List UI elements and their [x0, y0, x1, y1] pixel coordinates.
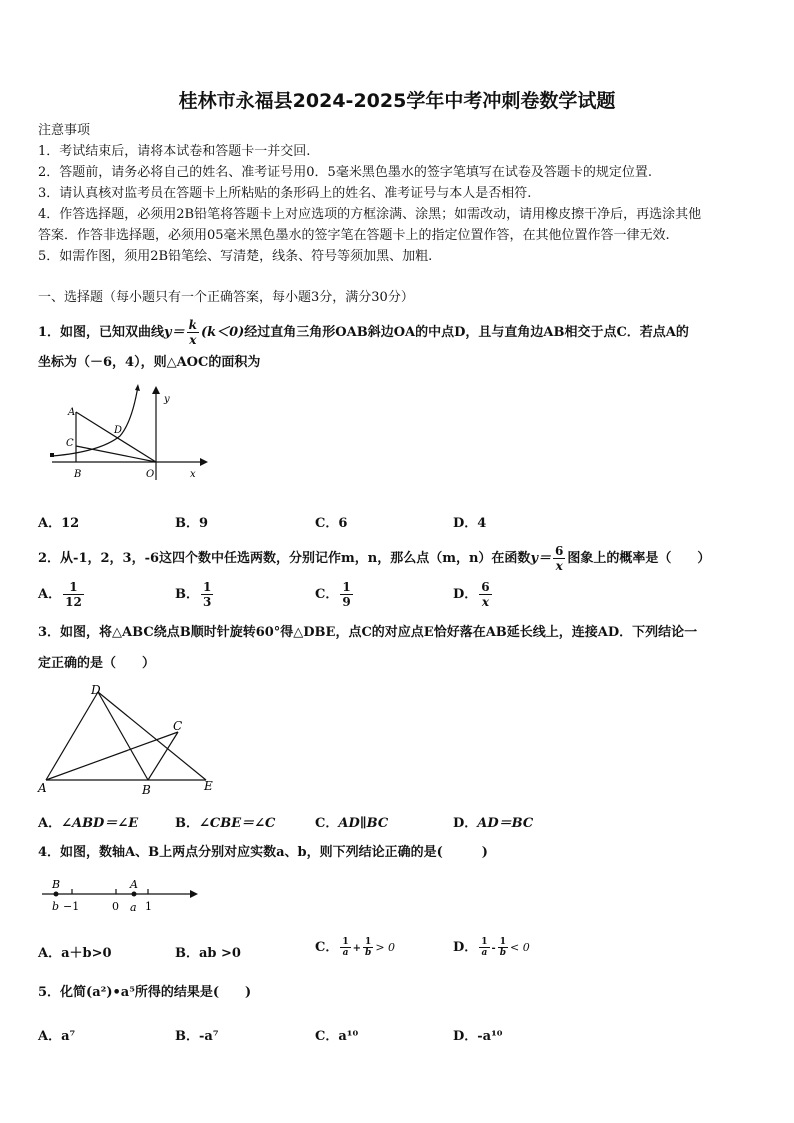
notice-item: 2．答题前，请务必将自己的姓名、准考证号用0．5毫米黑色墨水的签字笔填写在试卷及答题卡的规定位置. [38, 165, 652, 180]
q1-fraction [187, 318, 199, 347]
q2-option-c[interactable] [315, 580, 355, 609]
option-value: AD∥BC [338, 816, 389, 831]
option-label: A． [38, 587, 62, 602]
q4-number-line [36, 876, 206, 918]
question-3-text: 3．如图，将△ABC绕点B顺时针旋转60°得△DBE，点C的对应点E恰好落在AB延长线上，连接AD．下列结论一 [38, 625, 698, 640]
frac-num: 1 [342, 937, 349, 947]
option-label: C． [315, 940, 339, 955]
q1-option-a[interactable] [38, 512, 79, 531]
notice-item: 4．作答选择题，必须用2B铅笔将答题卡上对应选项的方框涂满、涂黑；如需改动，请用橡皮擦干净后，再选涂其他 [38, 207, 702, 222]
q1-option-d[interactable] [453, 512, 486, 531]
question-1-text [38, 318, 689, 347]
notice-item: 3．请认真核对监考员在答题卡上所粘贴的条形码上的姓名、准考证号与本人是否相符. [38, 186, 532, 201]
option-label: D． [453, 516, 478, 531]
q1-frac-den: x [189, 333, 197, 347]
option-label: A． [38, 1029, 62, 1044]
fig3-label-C: C [173, 719, 183, 733]
fig4-label-A: A [130, 878, 138, 891]
option-value: ∠CBE＝∠C [199, 816, 276, 831]
option-tail: > 0 [375, 941, 396, 954]
option-label: B． [175, 1029, 199, 1044]
fig1-label-C: C [66, 438, 74, 449]
q3-option-c[interactable] [315, 812, 388, 831]
frac-den: 3 [203, 595, 212, 609]
q4-option-a[interactable] [38, 942, 112, 961]
question-1-text-line2: 坐标为（－6，4），则△AOC的面积为 [38, 355, 261, 370]
q3-option-b[interactable] [175, 812, 275, 831]
fig4-label-minus-one: −1 [63, 900, 80, 913]
notice-item: 5．如需作图，须用2B铅笔绘、写清楚，线条、符号等须加黑、加粗. [38, 249, 433, 264]
option-label: A． [38, 946, 62, 961]
option-fraction [340, 937, 350, 958]
fig4-label-b: b [52, 900, 60, 913]
option-value: -a⁷ [199, 1029, 219, 1044]
q2-pre: 2．从-1，2，3，-6这四个数中任选两数，分别记作m，n，那么点（m，n）在函数 [38, 551, 531, 566]
frac-num: 1 [481, 937, 488, 947]
q1-func-lhs: y＝ [164, 325, 185, 340]
q1-func-cond: (k＜0) [200, 325, 245, 340]
option-value: ab >0 [199, 946, 241, 961]
q2-frac-num: 6 [555, 544, 564, 558]
option-label: C． [315, 816, 339, 831]
option-value: 12 [61, 516, 80, 531]
q1-option-c[interactable] [315, 512, 347, 531]
option-fraction [340, 580, 352, 609]
option-label: D． [453, 816, 478, 831]
option-label: D． [453, 1029, 478, 1044]
frac-num: 1 [203, 580, 212, 594]
option-fraction [479, 937, 489, 958]
option-operator: + [352, 943, 362, 954]
fig3-label-D: D [91, 683, 101, 697]
option-value: AD＝BC [477, 816, 534, 831]
q1-option-b[interactable] [175, 512, 208, 531]
page-title: 桂林市永福县2024-2025学年中考冲刺卷数学试题 [178, 90, 616, 112]
fig1-label-O: O [146, 469, 155, 480]
q2-option-a[interactable] [38, 580, 86, 609]
q2-post: 图象上的概率是（ ） [567, 551, 711, 566]
frac-den: 12 [65, 595, 82, 609]
q5-option-b[interactable] [175, 1025, 219, 1044]
option-fraction [498, 937, 508, 958]
notice-item: 1．考试结束后，请将本试卷和答题卡一并交回. [38, 144, 311, 159]
q4-option-c[interactable] [315, 936, 395, 958]
option-value: -a¹⁰ [477, 1029, 503, 1044]
q3-figure [36, 680, 221, 800]
frac-den: 9 [342, 595, 351, 609]
frac-num: 6 [481, 580, 490, 594]
option-label: D． [453, 940, 478, 955]
option-label: D． [453, 587, 478, 602]
option-label: B． [175, 946, 199, 961]
option-value: ∠ABD＝∠E [61, 816, 139, 831]
frac-den: a [481, 948, 488, 958]
option-tail: < 0 [510, 941, 530, 954]
q4-option-b[interactable] [175, 942, 241, 961]
notice-heading: 注意事项 [38, 123, 91, 138]
notice-item: 答案．作答非选择题，必须用05毫米黑色墨水的签字笔在答题卡上的指定位置作答，在其他位置作答一律无效. [38, 228, 670, 243]
option-label: C． [315, 587, 339, 602]
q2-option-d[interactable] [453, 580, 494, 609]
option-value: a＋b>0 [61, 946, 112, 961]
question-4-text: 4．如图，数轴A、B上两点分别对应实数a、b，则下列结论正确的是( ) [38, 845, 488, 860]
option-label: C． [315, 516, 339, 531]
q5-option-a[interactable] [38, 1025, 75, 1044]
option-value: a⁷ [61, 1029, 76, 1044]
option-label: B． [175, 587, 199, 602]
option-label: C． [315, 1029, 339, 1044]
q5-option-c[interactable] [315, 1025, 358, 1044]
q1-post: 经过直角三角形OAB斜边OA的中点D，且与直角边AB相交于点C．若点A的 [244, 325, 689, 340]
fig4-label-zero: 0 [112, 900, 119, 913]
q3-option-a[interactable] [38, 812, 138, 831]
q5-option-d[interactable] [453, 1025, 503, 1044]
fig1-label-y: y [164, 394, 170, 405]
question-2-text [38, 544, 710, 573]
frac-num: 1 [63, 580, 84, 595]
option-label: A． [38, 516, 62, 531]
fig4-label-B: B [52, 878, 61, 891]
option-label: B． [175, 816, 199, 831]
frac-num: 1 [342, 580, 351, 594]
q2-fraction [553, 544, 565, 573]
option-fraction [201, 580, 213, 609]
fig3-label-B: B [142, 783, 151, 797]
option-operator: - [491, 943, 496, 954]
q2-option-b[interactable] [175, 580, 215, 609]
question-3-text-line2: 定正确的是（ ） [38, 656, 156, 671]
frac-den: b [499, 948, 506, 958]
option-value: 9 [199, 516, 209, 531]
section-heading: 一、选择题（每小题只有一个正确答案，每小题3分，满分30分） [38, 290, 414, 305]
frac-num: 1 [498, 937, 508, 948]
q2-frac-den: x [555, 559, 563, 573]
option-value: 4 [477, 516, 487, 531]
q1-figure [40, 384, 210, 484]
frac-den: x [481, 595, 490, 609]
option-fraction [479, 580, 491, 609]
fig4-label-a: a [130, 901, 137, 914]
q4-option-d[interactable] [453, 936, 530, 958]
fig1-label-x: x [190, 469, 196, 480]
fig1-label-A: A [68, 407, 76, 418]
frac-num: 1 [363, 937, 373, 948]
option-fraction [363, 937, 373, 958]
option-label: B． [175, 516, 199, 531]
frac-den: b [365, 948, 372, 958]
fig4-label-one: 1 [145, 900, 152, 913]
fig3-label-A: A [38, 781, 47, 795]
q3-option-d[interactable] [453, 812, 533, 831]
option-value: a¹⁰ [338, 1029, 359, 1044]
option-value: 6 [338, 516, 348, 531]
q1-pre: 1．如图，已知双曲线 [38, 325, 165, 340]
q2-func-lhs: y＝ [530, 551, 551, 566]
question-5-text: 5．化简(a²)•a⁵所得的结果是( ) [38, 985, 252, 1000]
option-label: A． [38, 816, 62, 831]
frac-den: a [342, 948, 349, 958]
fig1-label-B: B [74, 469, 82, 480]
option-fraction [63, 580, 84, 609]
fig3-label-E: E [204, 779, 213, 793]
q1-frac-num: k [188, 318, 197, 332]
fig1-label-D: D [114, 425, 123, 436]
